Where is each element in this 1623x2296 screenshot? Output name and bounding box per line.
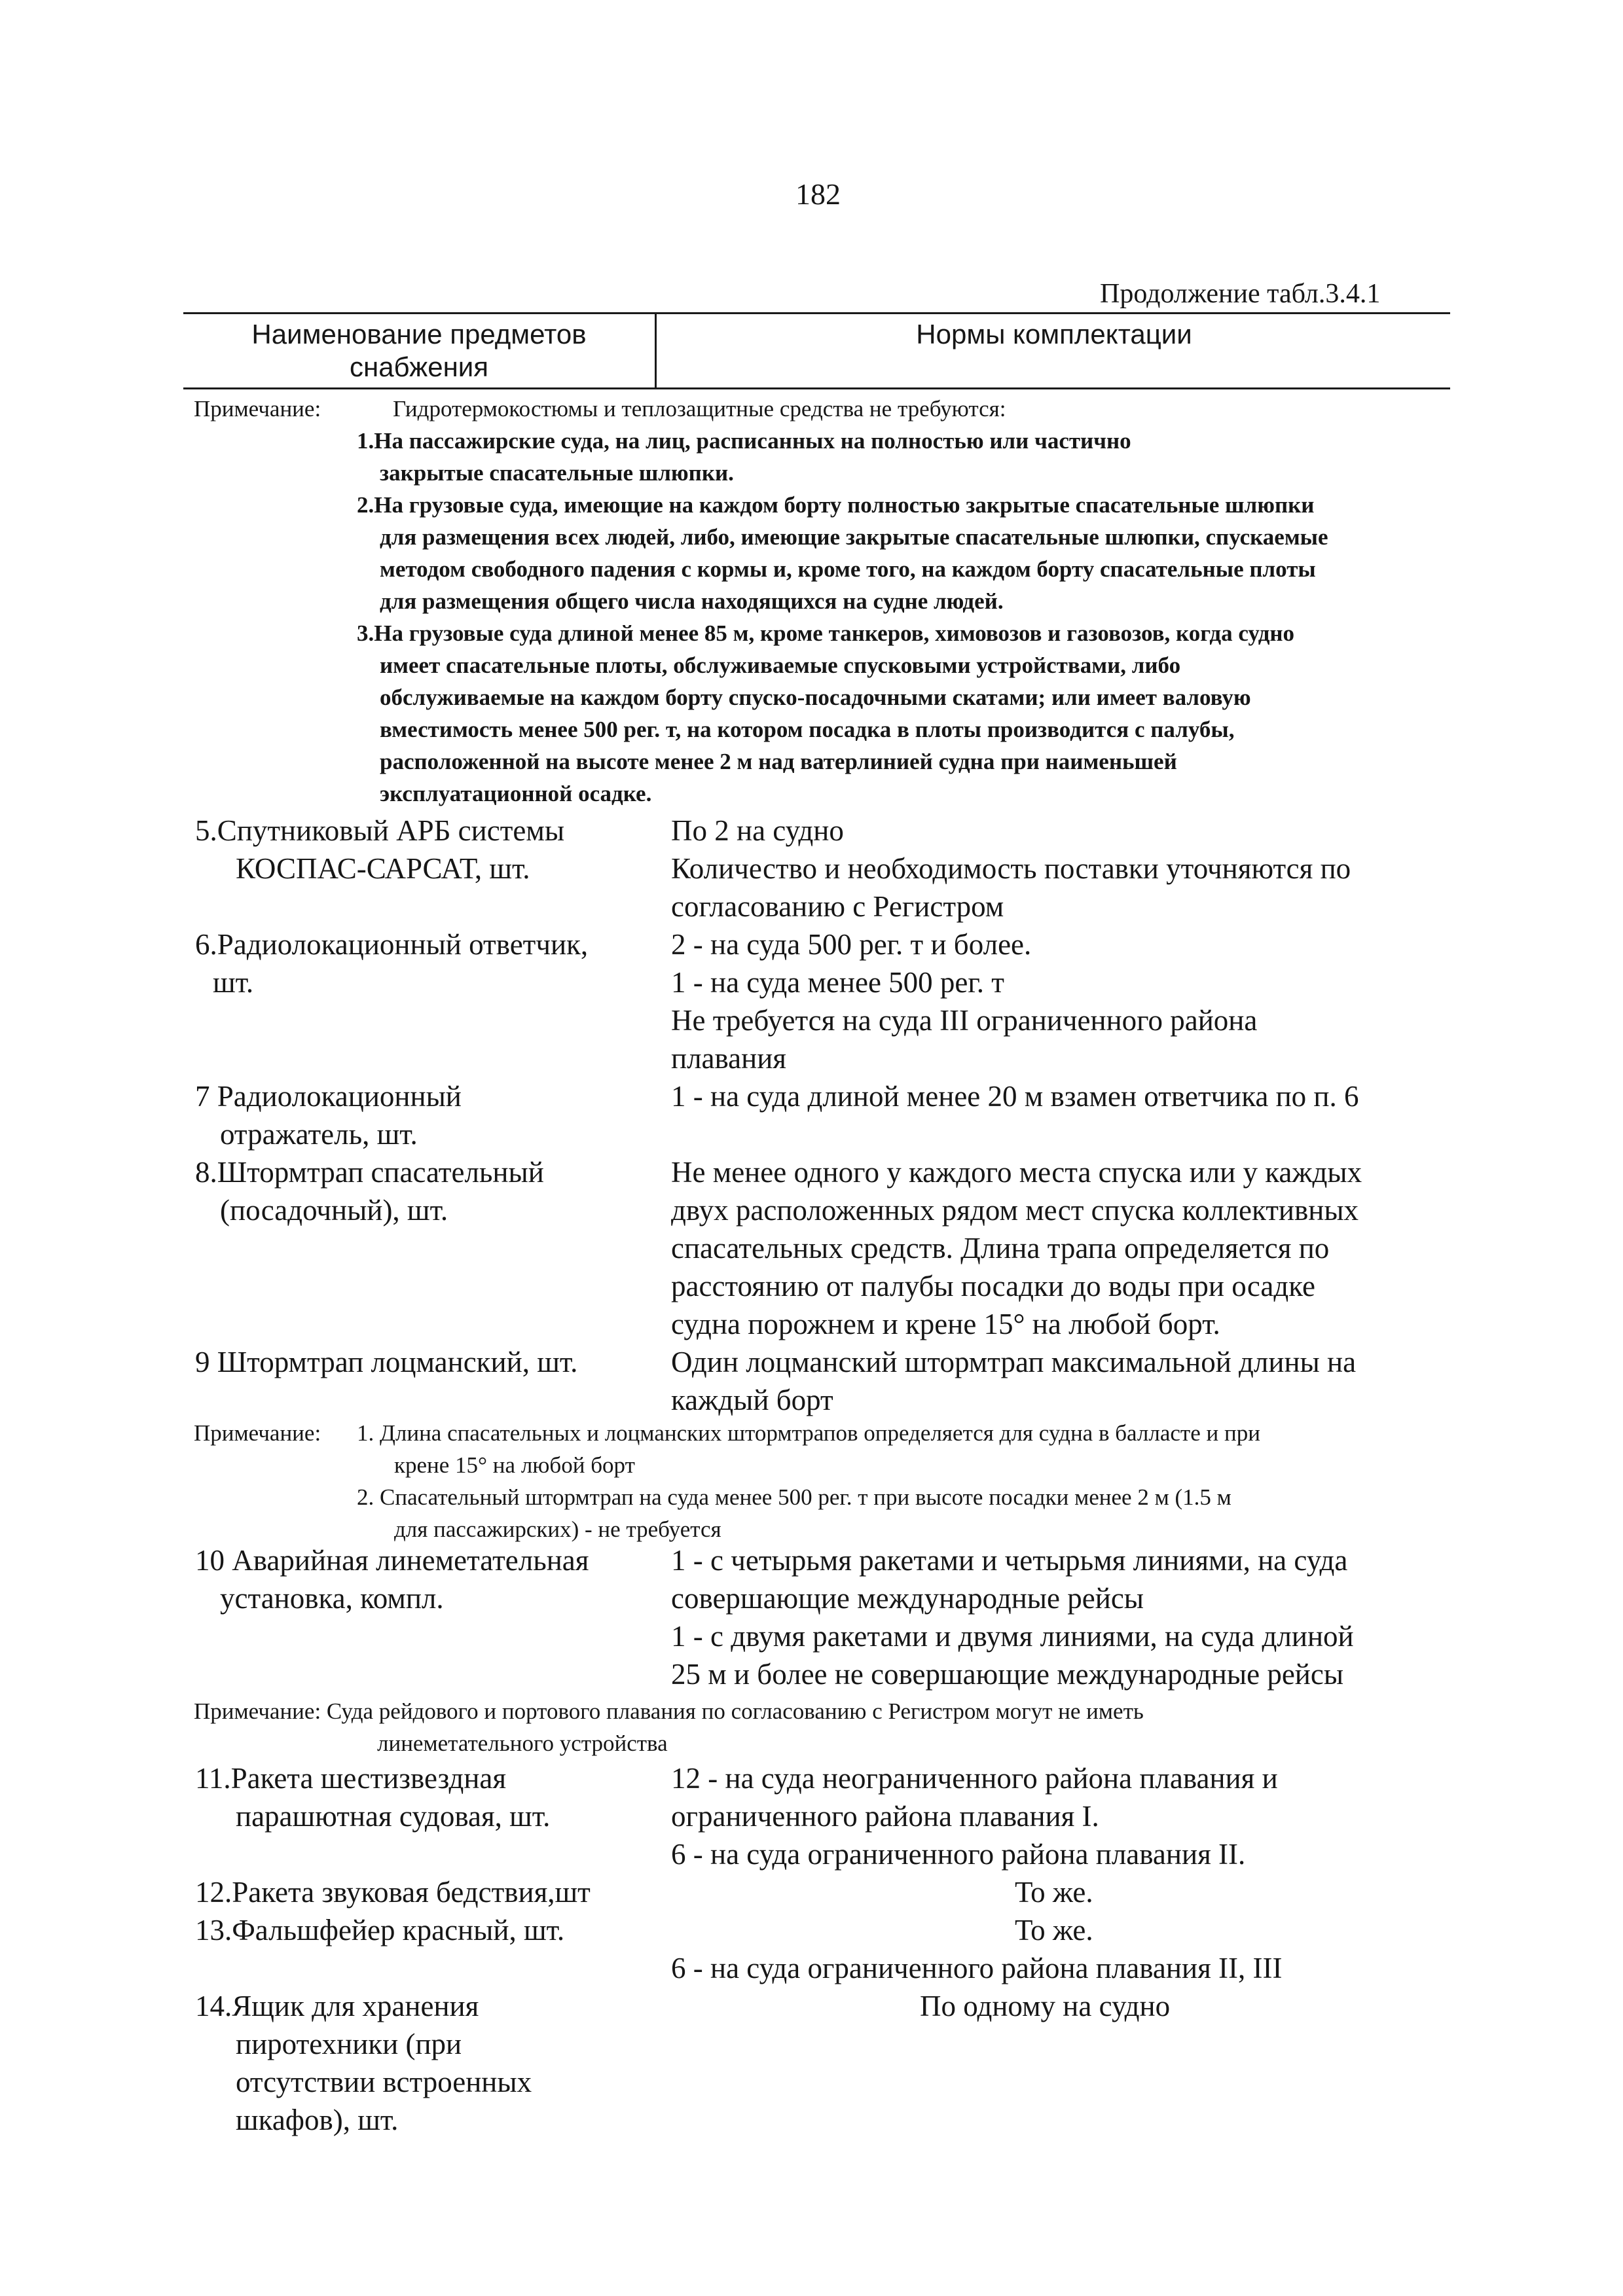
item-9-name <box>195 1343 577 1381</box>
item-10-norm <box>671 1541 1354 1693</box>
header-col-norms <box>661 318 1447 351</box>
note1-line: 2.На грузовые суда, имеющие на каждом борту полностью закрытые спасательные шлюпки <box>357 492 1315 518</box>
item-norm-line: То же. <box>1015 1914 1093 1946</box>
item-6-norm <box>671 925 1257 1077</box>
note1-line: вместимость менее 500 рег. т, на котором посадка в плоты производится с палубы, <box>380 717 1235 742</box>
note1-line: имеет спасательные плоты, обслуживаемые спусковыми устройствами, либо <box>380 653 1181 678</box>
item-norm-line: По 2 на судно <box>671 814 844 847</box>
item-8-name <box>195 1153 544 1229</box>
item-name-line: (посадочный), шт. <box>220 1194 448 1227</box>
header-column-divider <box>655 312 657 389</box>
note1-line: 1.На пассажирские суда, на лиц, расписанных на полностью или частично <box>357 428 1131 454</box>
header-col-items <box>196 318 642 384</box>
item-norm-line: Не менее одного у каждого места спуска или у каждых <box>671 1156 1362 1189</box>
item-name-line: отражатель, шт. <box>220 1118 418 1151</box>
item-norm-line: расстоянию от палубы посадки до воды при осадке <box>671 1270 1315 1302</box>
item-norm-line: согласованию с Регистром <box>671 890 1004 923</box>
item-7-norm <box>671 1077 1359 1115</box>
note2-line: 1. Длина спасательных и лоцманских штормтрапов определяется для судна в балласте и при <box>357 1420 1260 1446</box>
item-norm-line: 1 - на суда менее 500 рег. т <box>671 966 1004 999</box>
item-name-line: парашютная судовая, шт. <box>236 1800 551 1833</box>
item-name-line: КОСПАС-САРСАТ, шт. <box>236 852 530 885</box>
item-norm-line: совершающие международные рейсы <box>671 1582 1144 1615</box>
item-name-line: установка, компл. <box>220 1582 444 1615</box>
item-norm-line: То же. <box>1015 1876 1093 1909</box>
note2-line: 2. Спасательный штормтрап на суда менее 500 рег. т при высоте посадки менее 2 м (1.5 м <box>357 1484 1231 1510</box>
note2-body <box>357 1417 1260 1545</box>
item-norm-line: спасательных средств. Длина трапа определяется по <box>671 1232 1330 1265</box>
item-name-line: пиротехники (при <box>236 2028 462 2060</box>
header-col-norms-line: Нормы комплектации <box>916 319 1192 350</box>
item-norm-line: судна порожнем и крене 15° на любой борт. <box>671 1308 1220 1340</box>
item-9-norm <box>671 1343 1356 1419</box>
item-name-line: шт. <box>213 966 254 999</box>
item-norm-line: 1 - на суда длиной менее 20 м взамен ответчика по п. 6 <box>671 1080 1359 1113</box>
item-name-line: шкафов), шт. <box>236 2104 399 2136</box>
item-norm-line: Не требуется на суда III ограниченного района <box>671 1004 1258 1037</box>
item-11-name <box>195 1759 550 1835</box>
item-norm-line: 6 - на суда ограниченного района плавания II. <box>671 1838 1246 1871</box>
header-bottom-rule <box>183 387 1450 389</box>
item-12-norm <box>1015 1873 1093 1911</box>
item-norm-line: ограниченного района плавания I. <box>671 1800 1099 1833</box>
item-11-norm <box>671 1759 1278 1873</box>
item-8-norm <box>671 1153 1362 1343</box>
item-10-name <box>195 1541 589 1617</box>
note1-line: методом свободного падения с кормы и, кроме того, на каждом борту спасательные плоты <box>380 556 1316 582</box>
item-5-norm <box>671 812 1351 925</box>
note1-line: для размещения всех людей, либо, имеющие закрытые спасательные шлюпки, спускаемые <box>380 524 1328 550</box>
item-5-name <box>195 812 564 888</box>
item-norm-line: двух расположенных рядом мест спуска коллективных <box>671 1194 1359 1227</box>
note2-line: для пассажирских) - не требуется <box>394 1516 721 1542</box>
note1-body <box>357 425 1328 810</box>
header-col-items-line: Наименование предметов <box>251 319 587 350</box>
note3-line: линеметательного устройства <box>377 1731 668 1756</box>
item-norm-line: каждый борт <box>671 1384 833 1416</box>
item-6-name <box>195 925 588 1001</box>
item-norm-line: 25 м и более не совершающие международные рейсы <box>671 1658 1344 1691</box>
item-name-line: 6.Радиолокационный ответчик, <box>195 928 589 961</box>
note1-line: 3.На грузовые суда длиной менее 85 м, кроме танкеров, химовозов и газовозов, когда судно <box>357 620 1295 646</box>
note1-line: закрытые спасательные шлюпки. <box>380 460 734 486</box>
table-continuation-label: Продолжение табл.3.4.1 <box>1100 279 1381 309</box>
item-7-name <box>195 1077 462 1153</box>
item-name-line: 10 Аварийная линеметательная <box>195 1544 589 1577</box>
item-14-name <box>195 1987 532 2139</box>
item-name-line: 5.Спутниковый АРБ системы <box>195 814 565 847</box>
item-norm-line: Один лоцманский штормтрап максимальной длины на <box>671 1346 1357 1378</box>
header-top-rule <box>183 312 1450 314</box>
item-name-line: отсутствии встроенных <box>236 2066 532 2098</box>
note1-line: расположенной на высоте менее 2 м над ватерлинией судна при наименьшей <box>380 749 1177 774</box>
page-number: 182 <box>795 177 841 211</box>
note2-label: Примечание: <box>194 1420 321 1446</box>
item-norm-line: 6 - на суда ограниченного района плавания II, III <box>671 1952 1283 1984</box>
item-name-line: 11.Ракета шестизвездная <box>195 1762 507 1795</box>
item-name-line: 8.Штормтрап спасательный <box>195 1156 544 1189</box>
note1-line: для размещения общего числа находящихся на судне людей. <box>380 588 1004 614</box>
item-norm-line: 12 - на суда неограниченного района плавания и <box>671 1762 1278 1795</box>
item-norm-line: 2 - на суда 500 рег. т и более. <box>671 928 1032 961</box>
note1-intro: Гидротермокостюмы и теплозащитные средства не требуются: <box>393 396 1006 422</box>
note3-line: Примечание: Суда рейдового и портового плавания по согласованию с Регистром могут не иметь <box>194 1698 1144 1724</box>
note1-line: эксплуатационной осадке. <box>380 781 652 806</box>
item-name-line: 7 Радиолокационный <box>195 1080 462 1113</box>
item-norm-line: плавания <box>671 1042 787 1075</box>
note3-body <box>194 1695 1144 1759</box>
item-name-line: 12.Ракета звуковая бедствия,шт <box>195 1876 591 1909</box>
item-norm-line: Количество и необходимость поставки уточняются по <box>671 852 1351 885</box>
note1-line: обслуживаемые на каждом борту спуско-посадочными скатами; или имеет валовую <box>380 685 1251 710</box>
item-13-name <box>195 1911 564 1949</box>
item-norm-line: 1 - с четырьмя ракетами и четырьмя линиями, на суда <box>671 1544 1348 1577</box>
item-name-line: 13.Фальшфейер красный, шт. <box>195 1914 565 1946</box>
note1-label: Примечание: <box>194 396 321 422</box>
item-name-line: 9 Штормтрап лоцманский, шт. <box>195 1346 578 1378</box>
item-12-name <box>195 1873 591 1911</box>
item-14-norm <box>920 1987 1170 2025</box>
item-norm-line: 1 - с двумя ракетами и двумя линиями, на суда длиной <box>671 1620 1354 1653</box>
item-name-line: 14.Ящик для хранения <box>195 1990 479 2022</box>
header-col-items-line: снабжения <box>350 351 488 382</box>
item-13-norm <box>671 1911 1282 1987</box>
item-norm-line: По одному на судно <box>920 1990 1171 2022</box>
note2-line: крене 15° на любой борт <box>394 1452 635 1478</box>
